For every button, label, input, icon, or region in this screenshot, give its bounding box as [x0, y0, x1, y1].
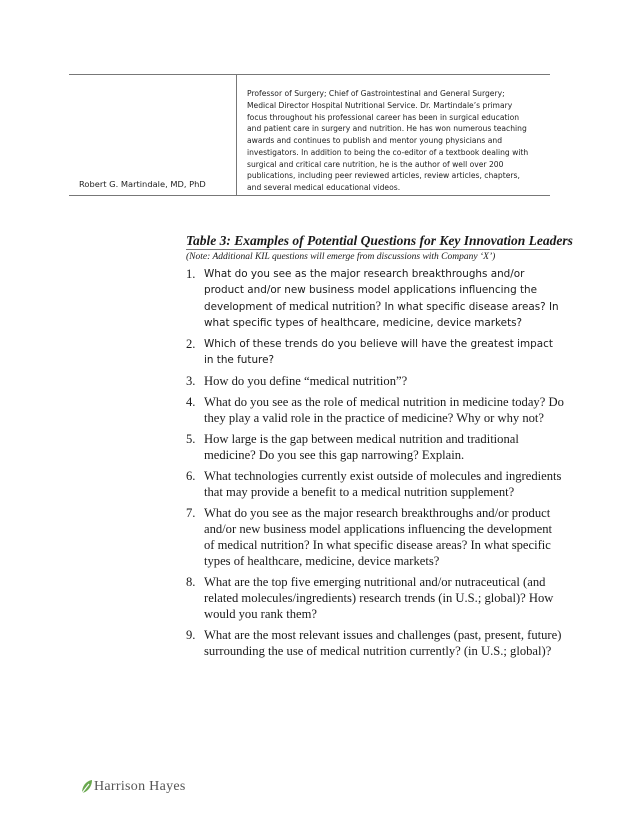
- list-item: [186, 394, 564, 426]
- question-number: 1.: [186, 267, 196, 281]
- bio-line: Medical Director Hospital Nutritional Service. Dr. Martindale’s primary: [247, 100, 513, 110]
- question-number: 6.: [186, 469, 196, 483]
- question-number: 3.: [186, 374, 196, 388]
- bio-line: publications, including peer reviewed articles, review articles, chapters,: [247, 171, 520, 181]
- question-list: [186, 266, 564, 664]
- bio-line: awards and continues to publish and mentor young physicians and: [247, 136, 503, 145]
- question-number: 4.: [186, 395, 196, 409]
- bio-name: Robert G. Martindale, MD, PhD: [79, 179, 206, 189]
- question-text: How large is the gap between medical nutrition and traditional medicine? Do you see this gap narrowing? Explain.: [204, 432, 519, 462]
- table3-title: Table 3: Examples of Potential Questions for Key Innovation Leaders: [186, 233, 573, 248]
- question-text: What do you see as the major research breakthroughs and/or product and/or new business model applications influencing the development of medical nutrition? In what specific disease areas? In what specific types of healthcare, medicine, device markets?: [204, 506, 552, 568]
- question-number: 9.: [186, 628, 196, 642]
- question-text-part: In what specific disease areas? In what specific types of healthcare, medicine, device markets?: [204, 301, 559, 329]
- question-number: 8.: [186, 575, 196, 589]
- table3-header: [186, 232, 573, 264]
- question-text-part: What do you see as the major research breakthroughs and/or product and/or new business model applications influencing the development of: [204, 268, 538, 313]
- bio-line: focus throughout his professional career has been in surgical education: [247, 112, 520, 122]
- bio-table: [69, 74, 550, 196]
- list-item: [186, 627, 564, 659]
- list-item: [186, 468, 564, 500]
- bio-name-cell: [69, 75, 237, 195]
- question-number: 2.: [186, 337, 196, 351]
- question-number: 7.: [186, 506, 196, 520]
- list-item: [186, 373, 564, 389]
- bio-line: Professor of Surgery; Chief of Gastrointestinal and General Surgery;: [247, 89, 505, 98]
- question-text-part: medical nutrition?: [289, 299, 382, 313]
- table3-rule: [186, 249, 550, 264]
- bio-line: investigators. In addition to being the co-editor of a textbook dealing with: [247, 147, 529, 157]
- question-text: What are the top five emerging nutritional and/or nutraceutical (and related molecules/ingredients) research trends (in U.S.; global)? How would you rank them?: [204, 575, 554, 621]
- question-text: What do you see as the role of medical nutrition in medicine today? Do they play a valid role in the practice of medicine? Why or why not?: [204, 395, 564, 425]
- logo-text: Harrison Hayes: [94, 779, 186, 794]
- question-number: 5.: [186, 432, 196, 446]
- question-text: Which of these trends do you believe will have the greatest impact in the future?: [204, 338, 553, 366]
- list-item: [186, 266, 564, 331]
- bio-line: and several medical educational videos.: [247, 183, 401, 192]
- leaf-logo-icon: [80, 779, 94, 795]
- list-item: [186, 505, 564, 569]
- question-text: What technologies currently exist outside of molecules and ingredients that may provide a benefit to a medical nutrition supplement?: [204, 469, 562, 499]
- question-text: [204, 266, 564, 331]
- bio-line: surgical and critical care nutrition, he is the author of well over 200: [247, 159, 504, 169]
- list-item: [186, 336, 564, 368]
- table3-note: (Note: Additional KIL questions will emerge from discussions with Company ‘X’): [186, 252, 496, 262]
- bio-description: [237, 75, 550, 195]
- question-text: How do you define “medical nutrition”?: [204, 374, 408, 388]
- bio-line: and patient care in surgery and nutrition. He has won numerous teaching: [247, 124, 527, 134]
- list-item: [186, 431, 564, 463]
- question-text: What are the most relevant issues and challenges (past, present, future) surrounding the use of medical nutrition currently? (in U.S.; global)?: [204, 628, 562, 658]
- list-item: [186, 574, 564, 622]
- company-logo: [80, 779, 186, 795]
